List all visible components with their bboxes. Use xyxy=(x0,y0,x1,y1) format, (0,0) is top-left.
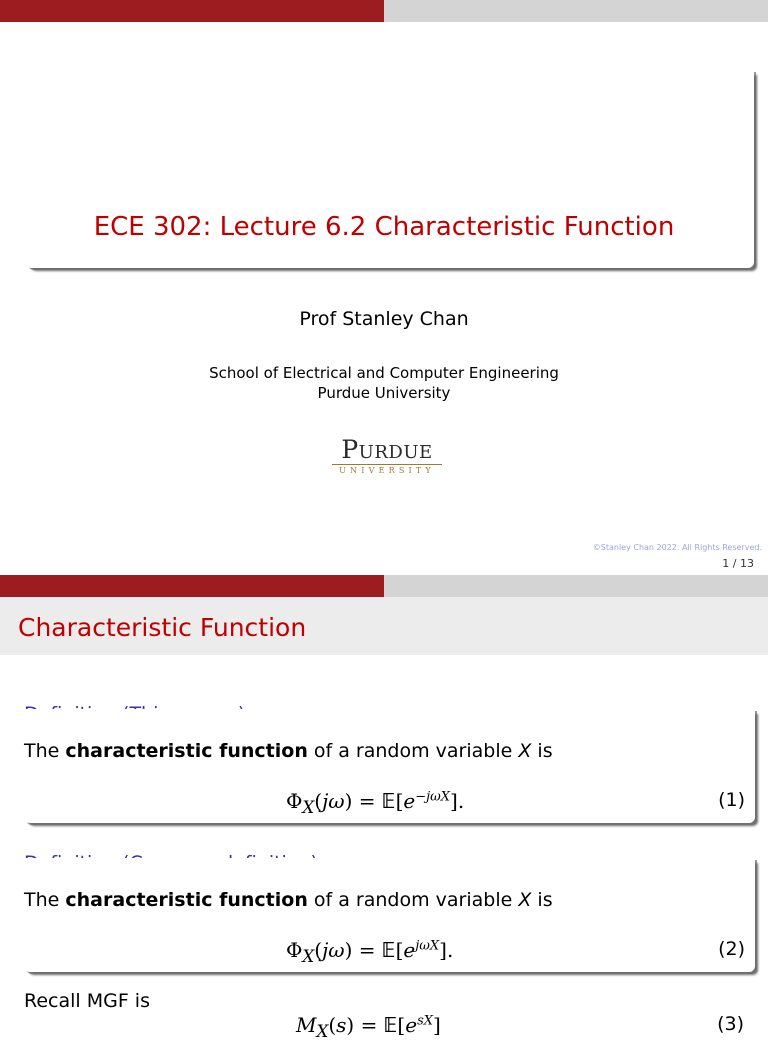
text-segment: is xyxy=(531,740,553,762)
slide-title: ECE 302: Lecture 6.2 Characteristic Function xyxy=(93,212,675,242)
text-segment: is xyxy=(531,889,553,911)
header-bar-red xyxy=(0,575,384,597)
logo-main-text: Purdue xyxy=(341,435,433,464)
header-bar xyxy=(0,575,768,597)
equation-number: (3) xyxy=(717,1013,744,1035)
equation xyxy=(24,938,755,968)
text-segment: The xyxy=(24,740,66,762)
copyright-notice: ©Stanley Chan 2022. All Rights Reserved. xyxy=(592,543,762,552)
text-segment: of a random variable xyxy=(307,740,519,762)
recall-text: Recall MGF is xyxy=(24,990,150,1012)
text-bold: characteristic function xyxy=(65,740,308,762)
frame-title: Characteristic Function xyxy=(18,613,307,642)
header-bar xyxy=(0,0,768,22)
text-bold: characteristic function xyxy=(65,889,308,911)
text-segment: of a random variable xyxy=(307,889,519,911)
header-bar-gray xyxy=(384,575,768,597)
equation xyxy=(24,789,755,819)
equation-expression: $\Phi_X(j\omega)$ = $𝔼[e^{-j\omega X}]$. xyxy=(286,789,465,817)
equation-expression: $\Phi_X(j\omega)$ = $𝔼[e^{j\omega X}]$. xyxy=(286,938,454,966)
equation-number: (2) xyxy=(718,938,745,960)
purdue-logo xyxy=(332,436,442,475)
institution-university: Purdue University xyxy=(317,384,451,402)
definition-text xyxy=(24,740,553,762)
page-number: 1 / 13 xyxy=(722,557,754,570)
mgf-equation: $M_X(s)$ = $𝔼[e^{sX}]$ xyxy=(296,1013,441,1041)
equation-number: (1) xyxy=(718,789,745,811)
logo-sub-text: UNIVERSITY xyxy=(332,464,442,475)
author-name: Prof Stanley Chan xyxy=(299,308,469,330)
definition-block xyxy=(24,858,755,972)
math-variable: X xyxy=(518,889,532,911)
institution-school: School of Electrical and Computer Engineering xyxy=(209,364,559,382)
header-bar-red xyxy=(0,0,384,22)
text-segment: The xyxy=(24,889,66,911)
math-variable: X xyxy=(518,740,532,762)
header-bar-gray xyxy=(384,0,768,22)
definition-text xyxy=(24,889,553,911)
content-slide xyxy=(0,575,768,1041)
definition-block xyxy=(24,709,755,823)
